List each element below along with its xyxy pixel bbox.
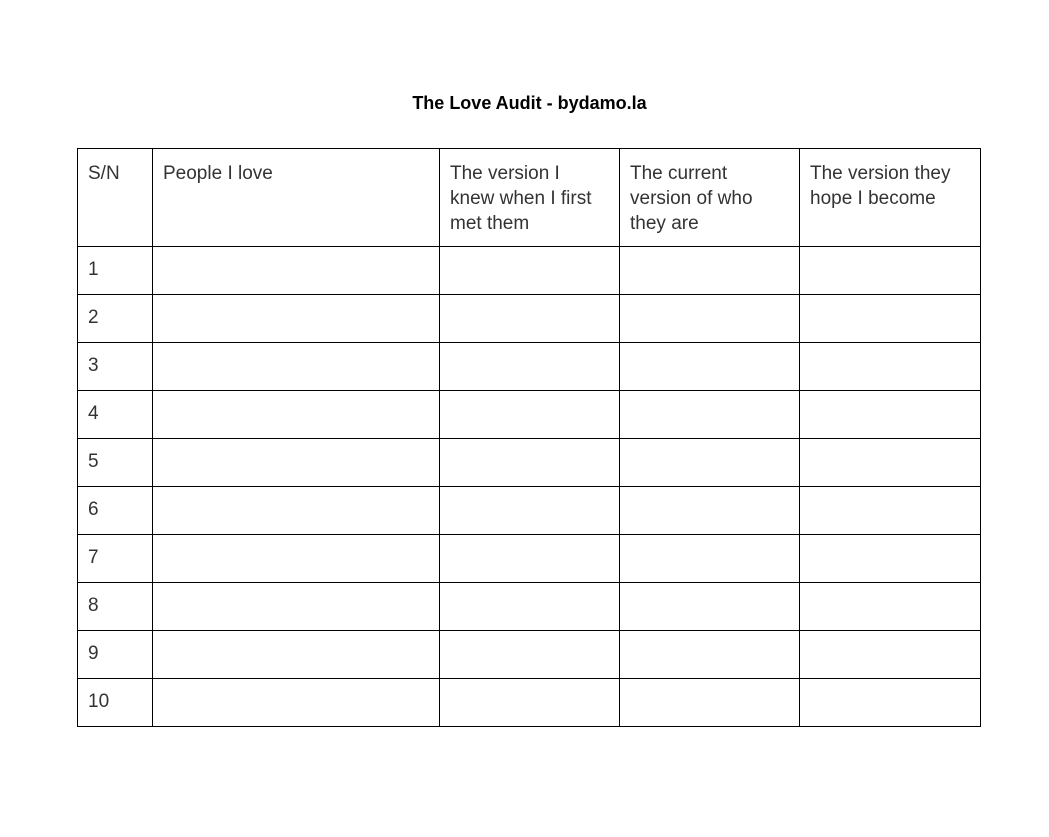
- cell-current-version: [620, 247, 800, 295]
- cell-version-first-met: [440, 583, 620, 631]
- cell-version-first-met: [440, 535, 620, 583]
- cell-version-first-met: [440, 631, 620, 679]
- cell-people: [153, 295, 440, 343]
- cell-version-first-met: [440, 439, 620, 487]
- cell-people: [153, 391, 440, 439]
- cell-version-they-hope: [800, 247, 981, 295]
- table-body: [78, 247, 981, 727]
- cell-version-first-met: [440, 487, 620, 535]
- cell-version-they-hope: [800, 631, 981, 679]
- cell-sn: 4: [78, 391, 153, 439]
- cell-people: [153, 439, 440, 487]
- cell-version-they-hope: [800, 439, 981, 487]
- cell-people: [153, 487, 440, 535]
- table-header: [78, 149, 981, 247]
- cell-current-version: [620, 583, 800, 631]
- table-row: [78, 679, 981, 727]
- table-row: [78, 487, 981, 535]
- cell-current-version: [620, 343, 800, 391]
- header-people-i-love: People I love: [153, 149, 440, 247]
- cell-version-first-met: [440, 343, 620, 391]
- cell-version-they-hope: [800, 679, 981, 727]
- cell-people: [153, 535, 440, 583]
- header-row: [78, 149, 981, 247]
- table-row: [78, 631, 981, 679]
- cell-sn: 6: [78, 487, 153, 535]
- cell-sn: 5: [78, 439, 153, 487]
- document-title: The Love Audit - bydamo.la: [412, 93, 647, 113]
- cell-current-version: [620, 487, 800, 535]
- cell-version-first-met: [440, 679, 620, 727]
- cell-version-they-hope: [800, 391, 981, 439]
- cell-sn: 10: [78, 679, 153, 727]
- cell-version-they-hope: [800, 295, 981, 343]
- cell-people: [153, 343, 440, 391]
- cell-sn: 2: [78, 295, 153, 343]
- cell-current-version: [620, 535, 800, 583]
- table-row: [78, 535, 981, 583]
- header-version-they-hope: The version they hope I become: [800, 149, 981, 247]
- cell-people: [153, 679, 440, 727]
- header-sn: S/N: [78, 149, 153, 247]
- table-row: [78, 439, 981, 487]
- love-audit-table: [77, 148, 981, 727]
- table-row: [78, 391, 981, 439]
- cell-people: [153, 631, 440, 679]
- cell-version-first-met: [440, 295, 620, 343]
- header-version-first-met: The version I knew when I first met them: [440, 149, 620, 247]
- cell-people: [153, 247, 440, 295]
- header-current-version: The current version of who they are: [620, 149, 800, 247]
- cell-current-version: [620, 295, 800, 343]
- cell-current-version: [620, 439, 800, 487]
- cell-people: [153, 583, 440, 631]
- cell-sn: 3: [78, 343, 153, 391]
- table-row: [78, 247, 981, 295]
- table-row: [78, 295, 981, 343]
- cell-version-they-hope: [800, 343, 981, 391]
- cell-current-version: [620, 631, 800, 679]
- cell-sn: 9: [78, 631, 153, 679]
- cell-version-first-met: [440, 391, 620, 439]
- cell-version-they-hope: [800, 583, 981, 631]
- cell-sn: 1: [78, 247, 153, 295]
- cell-sn: 8: [78, 583, 153, 631]
- cell-sn: 7: [78, 535, 153, 583]
- cell-version-they-hope: [800, 535, 981, 583]
- cell-version-first-met: [440, 247, 620, 295]
- table-row: [78, 583, 981, 631]
- cell-version-they-hope: [800, 487, 981, 535]
- cell-current-version: [620, 679, 800, 727]
- table-row: [78, 343, 981, 391]
- cell-current-version: [620, 391, 800, 439]
